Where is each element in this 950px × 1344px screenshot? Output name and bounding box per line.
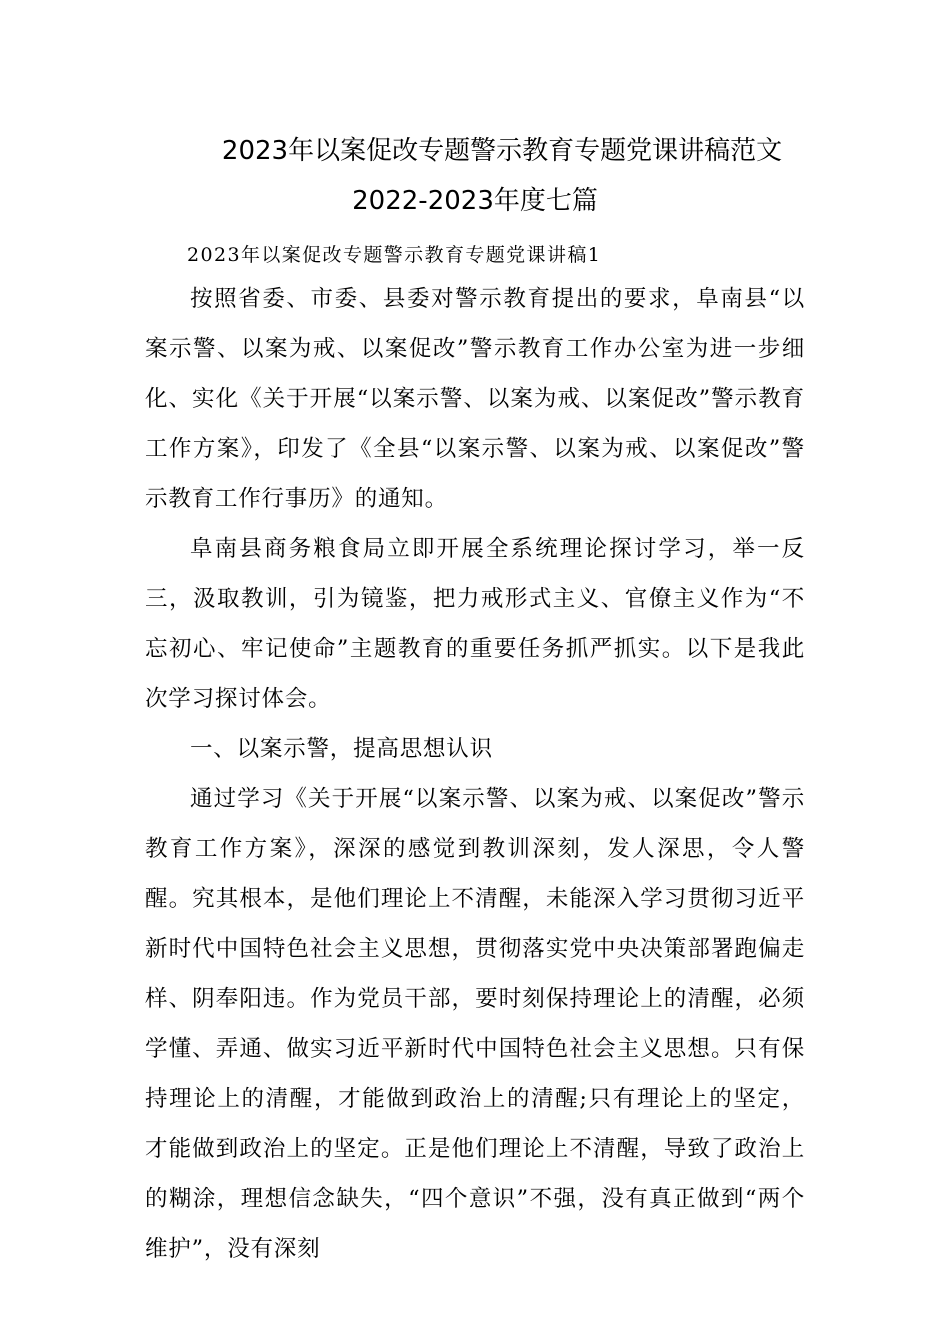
- body-paragraph: 阜南县商务粮食局立即开展全系统理论探讨学习，举一反三，汲取教训，引为镜鉴，把力戒形式主义、官僚主义作为“不忘初心、牢记使命”主题教育的重要任务抓严抓实。以下是我此次学习探讨体会。: [145, 536, 805, 712]
- document-title-line-1: 2023年以案促改专题警示教育专题党课讲稿范文: [221, 136, 783, 166]
- section-heading: 一、以案示警，提高思想认识: [190, 736, 493, 762]
- body-paragraph: 通过学习《关于开展“以案示警、以案为戒、以案促改”警示教育工作方案》，深深的感觉到教训深刻，发人深思，令人警醒。究其根本，是他们理论上不清醒，未能深入学习贯彻习近平新时代中国特色社会主义思想，贯彻落实党中央决策部署跑偏走样、阴奉阳违。作为党员干部，要时刻保持理论上的清醒，必须学懂、弄通、做实习近平新时代中国特色社会主义思想。只有保持理论上的清醒，才能做到政治上的清醒;只有理论上的坚定，才能做到政治上的坚定。正是他们理论上不清醒，导致了政治上的糊涂，理想信念缺失，“四个意识”不强，没有真正做到“两个维护”，没有深刻: [145, 786, 805, 1262]
- section-subheading: 2023年以案促改专题警示教育专题党课讲稿1: [187, 244, 602, 266]
- body-paragraph: 按照省委、市委、县委对警示教育提出的要求，阜南县“以案示警、以案为戒、以案促改”警示教育工作办公室为进一步细化、实化《关于开展“以案示警、以案为戒、以案促改”警示教育工作方案》，印发了《全县“以案示警、以案为戒、以案促改”警示教育工作行事历》的通知。: [145, 286, 805, 512]
- document-title-line-2: 2022-2023年度七篇: [352, 186, 598, 216]
